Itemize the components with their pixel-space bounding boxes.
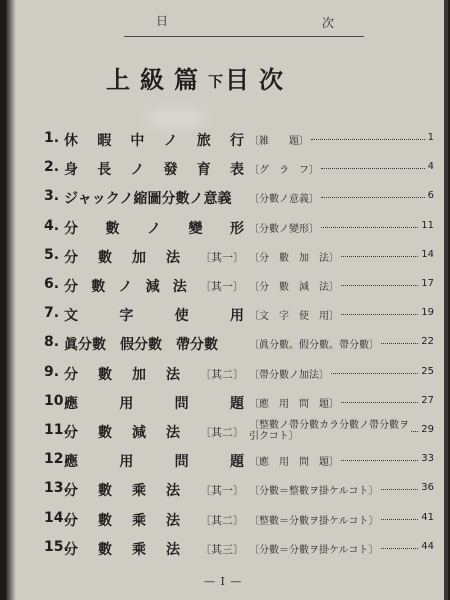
entry-description: 〔文 字 使 用〕 <box>249 311 339 323</box>
entry-title <box>64 276 244 296</box>
paper-glare <box>146 108 206 128</box>
entry-title <box>64 247 244 267</box>
page-title <box>106 60 293 95</box>
entry-page-number: 14 <box>421 248 434 260</box>
entry-title-char: 數 <box>98 425 112 441</box>
entry-title-char: 數 <box>98 483 112 500</box>
entry-group: 〔其三〕 <box>200 542 244 556</box>
entry-title-char: 數 <box>98 366 112 383</box>
dot-leader <box>321 227 418 228</box>
entry-page-number: 36 <box>421 482 434 494</box>
entry-number: 12. <box>44 451 69 468</box>
entry-page-number: 11 <box>421 219 434 231</box>
entry-description: 〔應 用 問 題〕 <box>249 457 339 469</box>
toc-entry <box>44 420 440 444</box>
entry-title-char: 暇 <box>97 133 112 149</box>
entry-title-char: 數 <box>98 541 112 558</box>
toc-entry <box>44 245 440 269</box>
entry-description: 〔分 數 減 法〕 <box>249 282 339 293</box>
toc-entry <box>44 186 440 210</box>
entry-title-char: 題 <box>229 395 244 412</box>
book-page <box>6 0 448 600</box>
entry-description: 〔分數＝分數ヲ掛ケルコト〕 <box>249 544 379 556</box>
toc-entry <box>44 478 440 502</box>
entry-title-char: 減 <box>132 425 146 441</box>
entry-title-char: 分 <box>64 279 78 295</box>
dot-leader <box>311 139 425 140</box>
entry-description: 〔雑 題〕 <box>249 136 309 147</box>
entry-title-char: 長 <box>97 162 112 179</box>
entry-title-char: 分 <box>64 249 78 266</box>
entry-title-char: 法 <box>166 541 180 558</box>
dot-leader <box>381 343 418 344</box>
entry-title-char: 法 <box>172 279 187 295</box>
toc-entry <box>44 216 440 240</box>
dot-leader <box>341 256 418 257</box>
dot-leader <box>321 168 425 169</box>
entry-title-char: 問 <box>174 454 189 471</box>
entry-title-char: 法 <box>166 425 180 441</box>
entry-title-char: 育 <box>196 162 211 179</box>
toc-entry <box>44 391 440 415</box>
toc-entry <box>44 362 440 386</box>
entry-page-number: 22 <box>421 336 434 348</box>
entry-page-number: 44 <box>421 540 434 552</box>
entry-title-char: 用 <box>229 308 244 325</box>
running-head-left: 日 <box>156 14 170 28</box>
entry-description: 〔分 數 加 法〕 <box>249 252 339 264</box>
dot-leader <box>411 431 418 432</box>
dot-leader <box>341 285 418 286</box>
entry-title-char: 變 <box>188 220 203 237</box>
entry-number: 10. <box>44 392 69 409</box>
entry-group: 〔其二〕 <box>200 426 244 439</box>
entry-group: 〔其一〕 <box>200 484 244 498</box>
entry-title-char: 分 <box>64 220 78 237</box>
entry-title-char: 減 <box>145 279 160 295</box>
entry-page-number: 41 <box>421 511 434 523</box>
entry-title <box>64 305 244 325</box>
entry-title-char: 用 <box>119 395 134 412</box>
entry-title-char: 應 <box>64 395 78 412</box>
dot-leader <box>341 402 418 403</box>
entry-description: 〔グ ラ フ〕 <box>249 165 319 177</box>
entry-title <box>64 218 244 238</box>
title-sub: 下 <box>208 72 226 91</box>
entry-number: 9. <box>44 363 60 380</box>
toc-entry <box>44 128 440 152</box>
entry-number: 15. <box>44 538 69 555</box>
entry-group: 〔其一〕 <box>199 280 244 293</box>
entry-title-char: ノ <box>118 279 133 295</box>
entry-group: 〔其二〕 <box>200 367 244 381</box>
entry-number: 6. <box>44 276 60 292</box>
entry-number: 3. <box>44 188 60 205</box>
entry-page-number: 1 <box>427 132 434 143</box>
entry-group: 〔其二〕 <box>200 513 244 527</box>
entry-title-char: 乘 <box>132 512 146 529</box>
dot-leader <box>341 314 418 315</box>
entry-description: 〔眞分數。假分數。帶分數〕 <box>249 340 379 352</box>
toc-entry <box>44 303 440 327</box>
entry-title-char: 表 <box>229 162 244 179</box>
entry-title-char: 分 <box>64 425 78 441</box>
binding-shadow <box>6 0 16 600</box>
entry-title-char: 數 <box>98 512 112 529</box>
entry-title-char: 題 <box>229 454 244 471</box>
entry-page-number: 17 <box>421 278 434 289</box>
entry-title-char: 分 <box>64 541 78 558</box>
entry-title-char: 休 <box>64 133 78 149</box>
entry-number: 13. <box>44 480 69 497</box>
entry-title <box>64 159 244 179</box>
entry-title-char: 法 <box>166 366 180 383</box>
entry-title-char: ノ <box>163 133 178 149</box>
entry-title-char: 法 <box>166 483 180 500</box>
entry-number: 14. <box>44 509 69 526</box>
toc-entry <box>44 157 440 181</box>
entry-page-number: 4 <box>427 161 434 173</box>
entry-title-char: 用 <box>119 454 134 471</box>
entry-title-char: 分 <box>64 483 78 500</box>
entry-title <box>64 480 244 500</box>
dot-leader <box>381 519 419 520</box>
entry-title <box>64 539 244 559</box>
entry-title <box>64 422 244 442</box>
entry-title-char: ノ <box>147 220 161 237</box>
entry-title-char: 使 <box>174 308 189 325</box>
entry-description-line2: 引クコト〕 <box>249 431 299 442</box>
entry-number: 4. <box>44 217 60 234</box>
entry-title-char: 身 <box>64 162 78 179</box>
dot-leader <box>381 548 419 549</box>
entry-description: 〔分數ノ變形〕 <box>249 223 319 235</box>
entry-number: 11. <box>44 422 69 438</box>
dot-leader <box>341 460 418 461</box>
entry-page-number: 19 <box>421 307 434 319</box>
entry-title-char: 加 <box>132 366 146 383</box>
entry-title <box>64 188 244 208</box>
entry-title <box>64 451 244 471</box>
entry-title-char: 發 <box>163 162 178 179</box>
toc-entry <box>44 537 440 561</box>
entry-description: 〔分數＝整數ヲ掛ケルコト〕 <box>249 486 379 498</box>
entry-number: 2. <box>44 159 60 176</box>
entry-title-char: 加 <box>132 249 146 266</box>
dot-leader <box>381 489 419 490</box>
entry-page-number: 25 <box>421 365 434 377</box>
entry-description: 〔應 用 問 題〕 <box>249 398 339 410</box>
entry-title-char: 分 <box>64 512 78 529</box>
running-head <box>124 8 364 37</box>
entry-group: 〔其一〕 <box>200 250 244 264</box>
toc-entry <box>44 332 440 356</box>
entry-page-number: 29 <box>421 424 434 435</box>
entry-title <box>64 393 244 413</box>
entry-title-char: 分 <box>64 366 78 383</box>
entry-description-line1: 〔整數ノ帶分數カラ分數ノ帶分數ヲ <box>249 420 409 431</box>
entry-title-char: 文 <box>64 308 78 325</box>
running-head-right: 次 <box>321 16 334 30</box>
entry-description <box>249 420 409 442</box>
page-edge <box>444 0 448 600</box>
entry-number: 8. <box>44 334 60 351</box>
entry-title-char: 乘 <box>132 541 146 558</box>
entry-title-char: 中 <box>130 133 145 149</box>
entry-number: 1. <box>44 130 60 146</box>
entry-title <box>64 364 244 384</box>
entry-number: 5. <box>44 246 60 263</box>
toc-entry <box>44 508 440 532</box>
toc-entry <box>44 274 440 298</box>
entry-title-char: 法 <box>166 249 180 266</box>
entry-title-char: 字 <box>119 308 134 325</box>
entry-title-char: 問 <box>174 395 189 412</box>
title-rest: 目次 <box>225 66 294 94</box>
entry-title-char: 形 <box>230 220 244 237</box>
page-number-footer: — I — <box>204 575 243 588</box>
entry-title <box>64 334 244 354</box>
entry-title-text: 眞分數 假分數 帶分數 <box>64 337 218 354</box>
dot-leader <box>331 373 418 374</box>
entry-description: 〔帶分數ノ加法〕 <box>249 369 329 381</box>
entry-title-text: ジャックノ縮圖分數ノ意義 <box>64 191 232 208</box>
entry-title <box>64 130 244 150</box>
entry-title-char: 行 <box>229 133 244 149</box>
entry-number: 7. <box>44 305 60 322</box>
entry-description: 〔分數ノ意義〕 <box>249 194 319 206</box>
entry-title-char: ノ <box>130 162 145 179</box>
entry-description: 〔整數＝分數ヲ掛ケルコト〕 <box>249 515 379 527</box>
entry-title-char: 法 <box>166 512 180 529</box>
entry-title-char: 數 <box>105 220 120 237</box>
entry-page-number: 27 <box>421 394 434 406</box>
entry-page-number: 6 <box>427 190 434 202</box>
entry-title-char: 數 <box>91 279 106 295</box>
entry-title <box>64 510 244 530</box>
toc-entry <box>44 449 440 473</box>
entry-title-char: 應 <box>64 454 78 471</box>
dot-leader <box>321 197 425 198</box>
entry-page-number: 33 <box>421 453 434 465</box>
entry-title-char: 數 <box>98 249 112 266</box>
entry-title-char: 旅 <box>196 133 211 149</box>
entry-title-char: 乘 <box>132 483 146 500</box>
title-main: 上級篇 <box>106 66 208 94</box>
